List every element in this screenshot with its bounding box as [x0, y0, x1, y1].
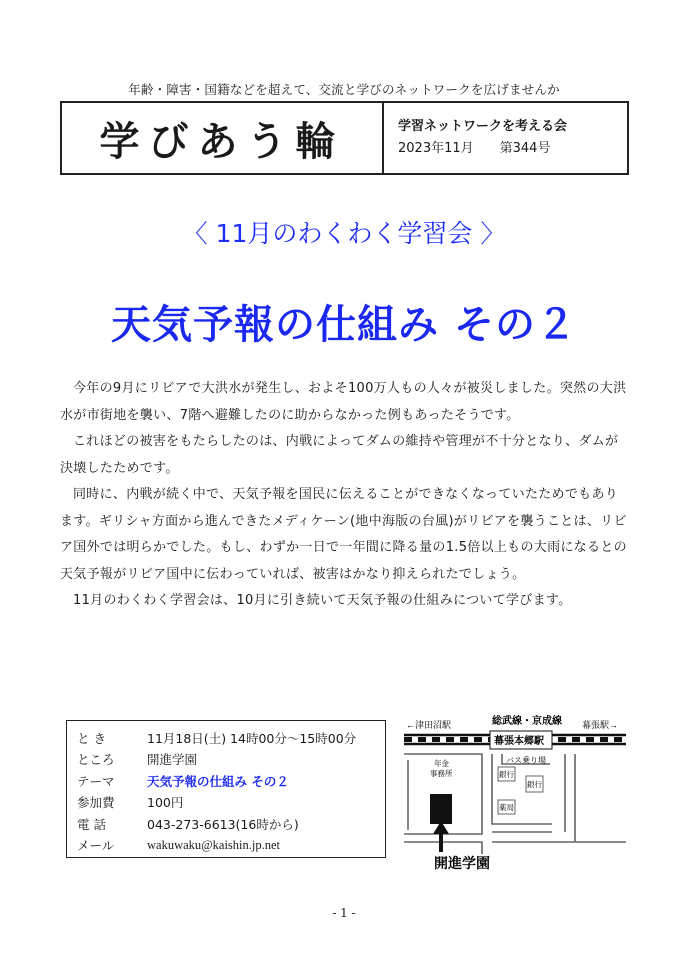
info-label: 参加費	[77, 795, 115, 811]
map-label-pension-2: 事務所	[430, 769, 453, 778]
info-label: ところ	[77, 752, 115, 768]
map-label-line: 総武線・京成線	[492, 716, 562, 727]
paragraph: 同時に、内戦が続く中で、天気予報を国民に伝えることができなくなっていたためでもあります。ギリシャ方面から進んできたメディケーン(地中海版の台風)がリビアを襲うことは、リビア国外では明らかでした。もし、わずか一日で一年間に降る量の1.5倍以上もの大雨になるとの天気予報がリビア国中に伝わっていれば、被害はかなり抑えられたでしょう。	[60, 487, 627, 582]
masthead-info-cell	[384, 103, 627, 173]
event-heading: 〈 11月のわくわく学習会 〉	[182, 219, 506, 248]
map-label-bus: バス乗り場	[506, 756, 546, 765]
map-label-makuhari: 幕張駅→	[582, 720, 619, 730]
info-row-theme	[77, 770, 385, 792]
organization-name: 学習ネットワークを考える会	[398, 119, 568, 134]
issue-line	[398, 138, 627, 160]
paragraph: 今年の9月にリビアで大洪水が発生し、およそ100万人もの人々が被災しました。突然の大洪水が市街地を襲い、7階へ避難したのに助からなかった例もあったそうです。	[60, 381, 627, 423]
map-label-pension-1: 年金	[434, 759, 449, 768]
paragraph: 11月のわくわく学習会は、10月に引き続いて天気予報の仕組みについて学びます。	[73, 593, 572, 608]
info-label: テーマ	[77, 773, 115, 789]
page-number: - 1 -	[332, 906, 356, 920]
map-label-school: 開進学園	[434, 855, 490, 871]
map-label-bank-2: 銀行	[527, 780, 542, 789]
info-row-phone	[77, 813, 385, 835]
info-label: メール	[77, 838, 115, 854]
arrow-up-icon	[433, 821, 449, 852]
masthead-title-cell	[62, 103, 384, 173]
map-label-pharmacy: 薬局	[499, 803, 514, 812]
info-value-theme: 天気予報の仕組み その２	[147, 773, 289, 789]
info-value: 043-273-6613(16時から)	[147, 816, 299, 832]
info-label: 電 話	[77, 816, 106, 832]
school-marker	[430, 794, 452, 824]
masthead	[60, 101, 629, 175]
article-body	[60, 376, 630, 615]
issue-number: 第344号	[499, 141, 551, 156]
map-label-tsudanuma: ←津田沼駅	[406, 720, 452, 730]
map-label-bank-1: 銀行	[499, 770, 514, 779]
info-value: 開進学園	[147, 752, 198, 768]
info-row-email	[77, 835, 385, 857]
tagline: 年齢・障害・国籍などを超えて、交流と学びのネットワークを広げませんか	[128, 82, 560, 97]
main-title: 天気予報の仕組み その２	[111, 302, 577, 348]
info-value: 11月18日(土) 14時00分～15時00分	[147, 730, 357, 746]
info-label: と き	[77, 730, 106, 746]
station-name: 幕張本郷駅	[494, 736, 544, 747]
access-map	[400, 714, 630, 874]
info-row-time	[77, 727, 385, 749]
info-value: 100円	[147, 795, 184, 811]
event-info-box	[66, 720, 386, 858]
info-row-place	[77, 749, 385, 771]
paragraph: これほどの被害をもたらしたのは、内戦によってダムの維持や管理が不十分となり、ダムが決壊したためです。	[60, 434, 619, 476]
issue-date: 2023年11月	[398, 141, 474, 156]
newsletter-title: 学びあう輪	[99, 117, 345, 165]
info-row-fee	[77, 792, 385, 814]
info-value-email[interactable]: wakuwaku@kaishin.jp.net	[147, 837, 281, 852]
